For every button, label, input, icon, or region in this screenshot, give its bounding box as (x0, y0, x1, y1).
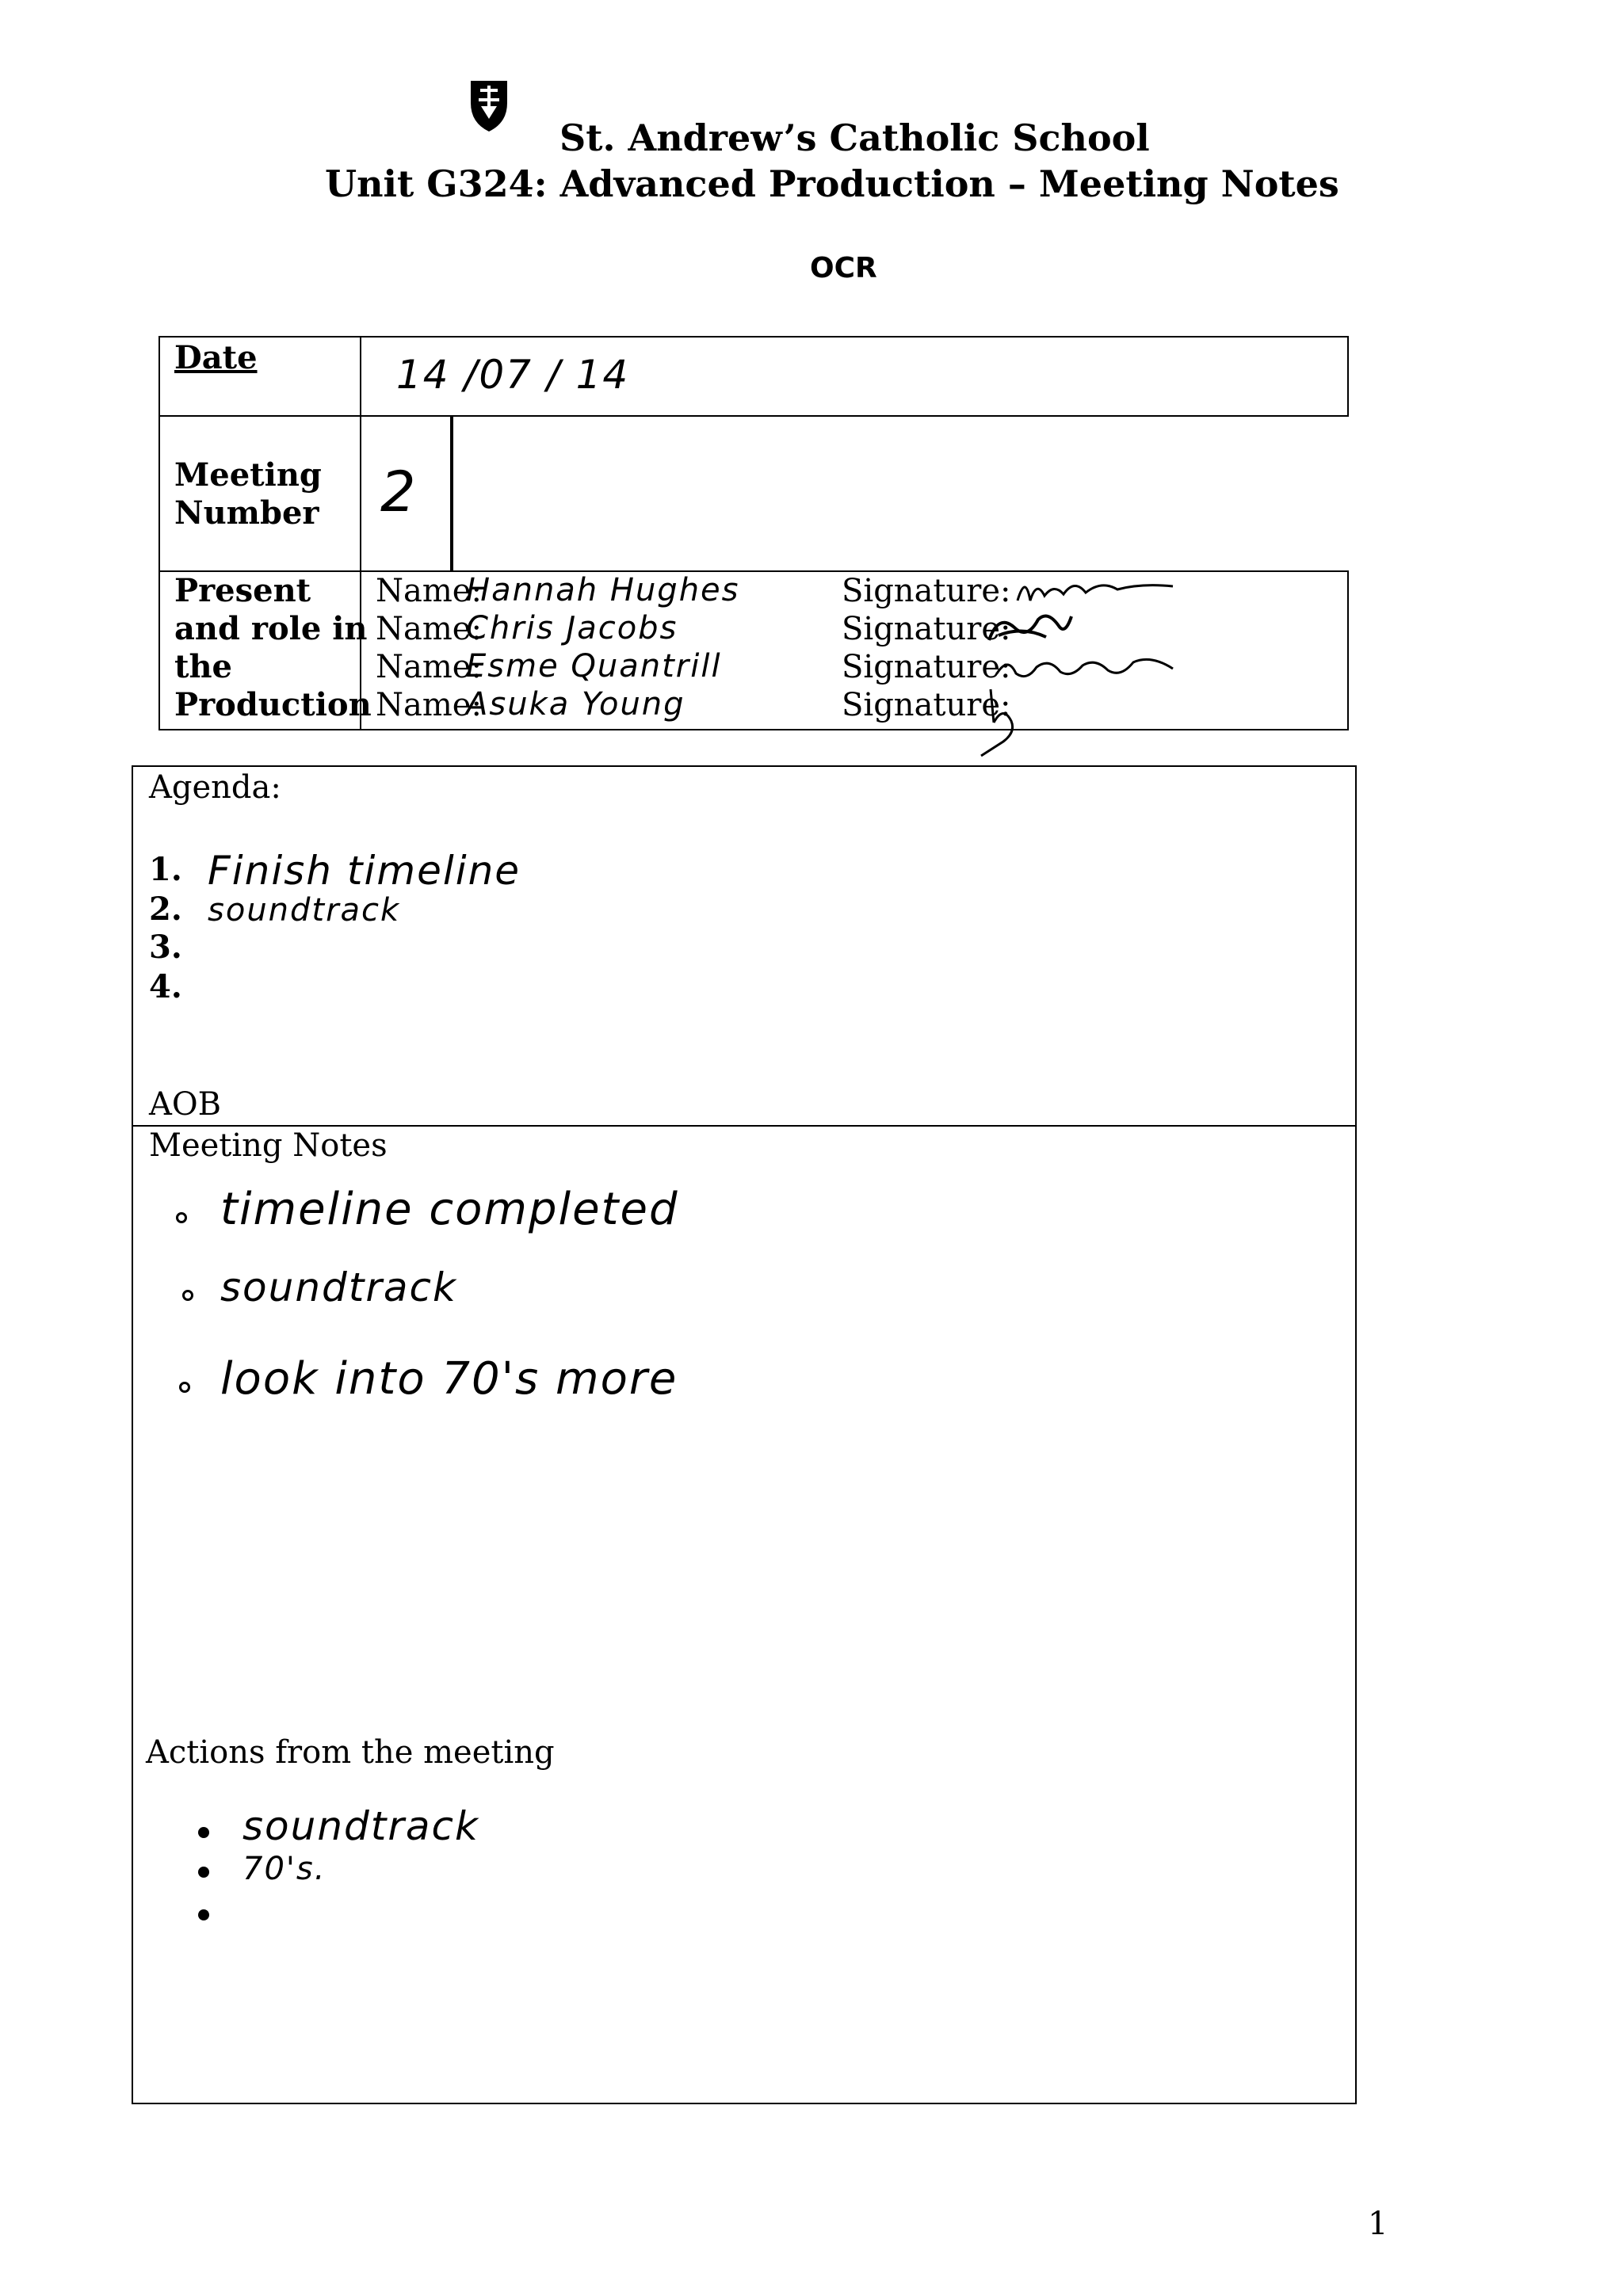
date-row (158, 336, 1349, 417)
attendee-name-label: Name: (376, 649, 482, 685)
note-item-text: soundtrack (220, 1264, 458, 1310)
date-label: Date (174, 339, 258, 376)
agenda-item-number: 2. (149, 891, 182, 928)
meeting-number-label-1: Meeting (174, 456, 322, 494)
unit-title: Unit G324: Advanced Production – Meeting Notes (325, 162, 1339, 205)
attendee-name: Chris Jacobs (466, 610, 678, 646)
school-crest-icon (469, 79, 509, 135)
signature-scribble-young (980, 686, 1043, 757)
attendee-signature-label: Signature: (842, 573, 1011, 609)
meeting-notes-label: Meeting Notes (149, 1127, 388, 1164)
present-label-4: Production (174, 686, 372, 723)
signature-scribble-hughes (1014, 572, 1189, 608)
present-label-3: the (174, 648, 233, 685)
note-bullet-icon (176, 1212, 187, 1223)
present-label-1: Present (174, 572, 311, 609)
ocr-logo (810, 252, 877, 284)
attendee-name: Hannah Hughes (466, 572, 740, 608)
note-bullet-icon (182, 1290, 193, 1301)
action-bullet-icon (198, 1867, 209, 1878)
note-item-text: timeline completed (220, 1184, 679, 1235)
agenda-section (132, 765, 1357, 1127)
meeting-number-value: 2 (380, 460, 418, 524)
present-label-2: and role in (174, 610, 368, 647)
note-bullet-icon (179, 1382, 190, 1393)
action-item-text: 70's. (242, 1851, 327, 1887)
attendee-name-label: Name: (376, 687, 482, 723)
action-bullet-icon (198, 1827, 209, 1838)
actions-label: Actions from the meeting (146, 1734, 555, 1771)
agenda-item-number: 1. (149, 851, 182, 888)
attendee-signature-label: Signature: (842, 649, 1011, 685)
aob-label: AOB (149, 1086, 222, 1123)
attendee-signature-label: Signature: (842, 611, 1011, 647)
school-name: St. Andrew’s Catholic School (559, 116, 1150, 159)
agenda-item-text: soundtrack (208, 892, 401, 929)
agenda-item-number: 4. (149, 968, 182, 1005)
attendee-name: Asuka Young (466, 686, 685, 723)
attendee-name: Esme Quantrill (466, 648, 722, 685)
attendee-name-label: Name: (376, 611, 482, 647)
note-item-text: look into 70's more (220, 1353, 678, 1405)
attendee-signature-label: Signature: (842, 687, 1011, 723)
signature-scribble-jacobs (983, 608, 1078, 651)
agenda-item-text: Finish timeline (208, 848, 521, 894)
date-value: 14 /07 / 14 (396, 352, 630, 398)
action-item-text: soundtrack (242, 1803, 480, 1849)
agenda-label: Agenda: (149, 769, 281, 806)
attendee-name-label: Name: (376, 573, 482, 609)
ocr-logo-text: OCR (810, 252, 877, 284)
action-bullet-icon (198, 1909, 209, 1920)
agenda-item-number: 3. (149, 929, 182, 966)
signature-scribble-quantrill (992, 650, 1198, 686)
page-number: 1 (1368, 2206, 1388, 2242)
meeting-number-label-2: Number (174, 494, 319, 532)
